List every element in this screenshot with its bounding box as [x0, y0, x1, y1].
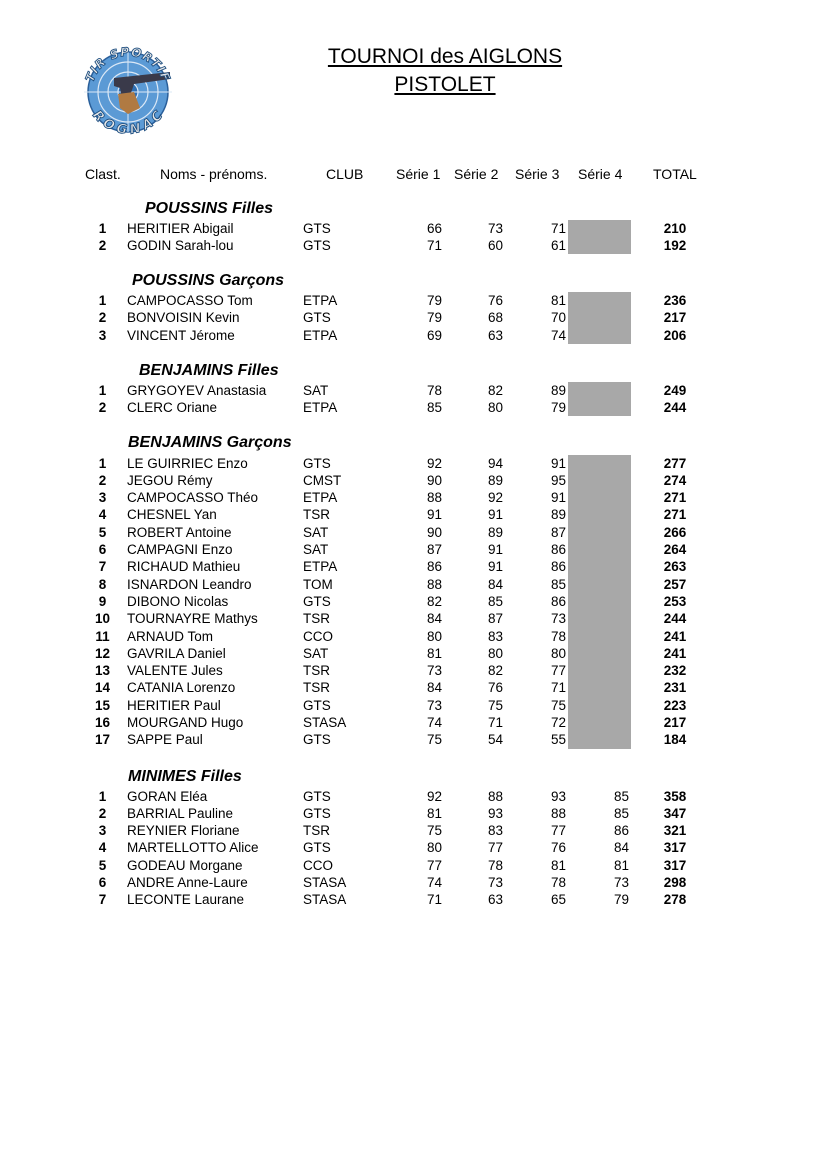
series-2-cell: 82 — [487, 382, 503, 398]
series-1-cell: 74 — [426, 715, 442, 730]
series-1-cell: 88 — [426, 576, 442, 592]
table-row — [0, 541, 826, 558]
series-4-cell: 85 — [613, 788, 629, 804]
rank-cell: 5 — [98, 857, 107, 873]
series-1-cell: 81 — [426, 645, 442, 661]
rank-cell: 2 — [98, 472, 107, 488]
series-2-cell: 82 — [487, 663, 503, 679]
table-row — [0, 628, 826, 645]
table-row — [0, 731, 826, 748]
series-3-cell: 75 — [550, 697, 566, 713]
series-3-cell: 91 — [550, 490, 566, 506]
total-cell: 217 — [663, 715, 687, 730]
name-cell: JEGOU Rémy — [127, 472, 213, 488]
club-cell: ETPA — [303, 559, 338, 575]
series-3-cell: 78 — [550, 628, 566, 644]
club-cell: SAT — [303, 524, 329, 540]
club-cell: ETPA — [303, 293, 338, 308]
club-cell: TSR — [303, 680, 330, 696]
series-3-cell: 73 — [550, 611, 566, 627]
series-1-cell: 75 — [426, 823, 442, 839]
rank-cell: 1 — [98, 293, 107, 308]
total-cell: 223 — [663, 697, 687, 713]
series-3-cell: 70 — [550, 310, 566, 326]
series-2-cell: 76 — [487, 680, 503, 696]
club-cell: TSR — [303, 823, 330, 839]
column-header-series-4: Série 4 — [578, 166, 623, 182]
name-cell: CAMPAGNI Enzo — [127, 542, 233, 557]
total-cell: 317 — [663, 840, 687, 856]
series-2-cell: 71 — [487, 715, 503, 730]
series-1-cell: 69 — [426, 327, 442, 343]
rank-cell: 13 — [94, 663, 111, 679]
name-cell: LECONTE Laurane — [127, 892, 245, 908]
series-1-cell: 82 — [426, 593, 442, 609]
table-row — [0, 788, 826, 805]
series-4-cell: 85 — [613, 805, 629, 821]
series-2-cell: 89 — [487, 472, 503, 488]
document-subtitle: PISTOLET — [394, 73, 496, 96]
total-cell: 253 — [663, 593, 687, 609]
club-cell: GTS — [303, 805, 331, 821]
club-cell: GTS — [303, 840, 331, 856]
series-1-cell: 86 — [426, 559, 442, 575]
club-cell: ETPA — [303, 399, 338, 415]
rank-cell: 3 — [98, 823, 107, 839]
series-2-cell: 60 — [487, 237, 503, 253]
series-3-cell: 79 — [550, 399, 566, 415]
club-cell: CMST — [303, 472, 342, 488]
series-1-cell: 80 — [426, 840, 442, 856]
total-cell: 217 — [663, 310, 687, 326]
name-cell: ISNARDON Leandro — [127, 576, 252, 592]
series-3-cell: 81 — [550, 293, 566, 308]
series-3-cell: 71 — [550, 220, 566, 236]
name-cell: DIBONO Nicolas — [127, 593, 229, 609]
table-row — [0, 576, 826, 593]
rank-cell: 8 — [98, 576, 107, 592]
rank-cell: 4 — [98, 840, 107, 856]
series-2-cell: 63 — [487, 327, 503, 343]
club-cell: ETPA — [303, 327, 338, 343]
series-1-cell: 78 — [426, 382, 442, 398]
name-cell: SAPPE Paul — [127, 732, 203, 748]
series-3-cell: 78 — [550, 875, 566, 890]
series-1-cell: 92 — [426, 455, 442, 471]
series-3-cell: 72 — [550, 715, 566, 730]
series-1-cell: 87 — [426, 542, 442, 557]
series-2-cell: 68 — [487, 310, 503, 326]
total-cell: 231 — [663, 680, 687, 696]
rank-cell: 7 — [98, 892, 107, 908]
series-2-cell: 73 — [487, 875, 503, 890]
series-3-cell: 80 — [550, 645, 566, 661]
logo-bottom-text: ROGNAC — [89, 107, 167, 138]
name-cell: ARNAUD Tom — [127, 628, 214, 644]
series-4-cell: 73 — [613, 875, 629, 890]
club-cell: SAT — [303, 542, 329, 557]
club-cell: CCO — [303, 628, 333, 644]
total-cell: 321 — [663, 823, 687, 839]
series-2-cell: 94 — [487, 455, 503, 471]
rank-cell: 11 — [95, 628, 110, 644]
rank-cell: 10 — [94, 611, 111, 627]
series-1-cell: 79 — [426, 310, 442, 326]
table-row — [0, 399, 826, 416]
rank-cell: 1 — [98, 788, 107, 804]
club-cell: GTS — [303, 788, 331, 804]
name-cell: VALENTE Jules — [127, 663, 223, 679]
total-cell: 266 — [663, 524, 687, 540]
series-1-cell: 73 — [426, 663, 442, 679]
rank-cell: 2 — [98, 237, 107, 253]
total-cell: 271 — [663, 507, 687, 523]
total-cell: 347 — [663, 805, 687, 821]
name-cell: MOURGAND Hugo — [127, 715, 244, 730]
series-1-cell: 91 — [426, 507, 442, 523]
series-3-cell: 89 — [550, 382, 566, 398]
table-row — [0, 874, 826, 891]
name-cell: HERITIER Paul — [127, 697, 221, 713]
category-heading: MINIMES Filles — [128, 768, 242, 785]
rank-cell: 4 — [98, 507, 107, 523]
column-header-series-2: Série 2 — [454, 166, 499, 182]
club-logo — [78, 42, 178, 142]
total-cell: 249 — [663, 382, 687, 398]
series-3-cell: 77 — [550, 823, 566, 839]
category-heading: BENJAMINS Garçons — [128, 434, 292, 451]
series-3-cell: 55 — [550, 732, 566, 748]
name-cell: CHESNEL Yan — [127, 507, 217, 523]
name-cell: CAMPOCASSO Théo — [127, 490, 259, 506]
series-3-cell: 76 — [550, 840, 566, 856]
series-1-cell: 90 — [426, 524, 442, 540]
series-1-cell: 88 — [426, 490, 442, 506]
series-2-cell: 89 — [487, 524, 503, 540]
total-cell: 241 — [663, 645, 687, 661]
category-heading: BENJAMINS Filles — [139, 362, 279, 379]
total-cell: 192 — [663, 237, 687, 253]
series-3-cell: 89 — [550, 507, 566, 523]
series-3-cell: 86 — [550, 593, 566, 609]
name-cell: MARTELLOTTO Alice — [127, 840, 259, 856]
total-cell: 277 — [663, 455, 687, 471]
rank-cell: 12 — [94, 645, 111, 661]
total-cell: 206 — [663, 327, 687, 343]
club-cell: TSR — [303, 611, 330, 627]
table-row — [0, 805, 826, 822]
club-cell: STASA — [303, 892, 347, 908]
series-3-cell: 81 — [550, 857, 566, 873]
rank-cell: 15 — [94, 697, 111, 713]
series-1-cell: 71 — [426, 892, 442, 908]
total-cell: 271 — [663, 490, 687, 506]
name-cell: VINCENT Jérome — [127, 327, 235, 343]
series-1-cell: 66 — [426, 220, 442, 236]
total-cell: 274 — [663, 472, 687, 488]
series-1-cell: 75 — [426, 732, 442, 748]
series-2-cell: 83 — [487, 823, 503, 839]
column-header-name: Noms - prénoms. — [160, 166, 268, 182]
rank-cell: 2 — [98, 399, 107, 415]
series-3-cell: 93 — [550, 788, 566, 804]
series-3-cell: 86 — [550, 559, 566, 575]
series-1-cell: 74 — [426, 875, 442, 890]
series-4-cell: 81 — [613, 857, 629, 873]
series-4-cell: 86 — [613, 823, 629, 839]
series-2-cell: 93 — [487, 805, 503, 821]
column-header-club: CLUB — [326, 166, 364, 182]
series-2-cell: 73 — [487, 220, 503, 236]
series-4-cell: 84 — [613, 840, 629, 856]
table-row — [0, 857, 826, 874]
logo-top-text: TIR SPORTIF — [82, 44, 174, 84]
total-cell: 317 — [663, 857, 687, 873]
name-cell: BARRIAL Pauline — [127, 805, 234, 821]
table-row — [0, 455, 826, 472]
club-cell: GTS — [303, 697, 331, 713]
document-title: TOURNOI des AIGLONS — [327, 45, 563, 68]
table-row — [0, 839, 826, 856]
series-3-cell: 86 — [550, 542, 566, 557]
series-2-cell: 80 — [487, 399, 503, 415]
table-row — [0, 645, 826, 662]
name-cell: CATANIA Lorenzo — [127, 680, 236, 696]
series-2-cell: 83 — [487, 628, 503, 644]
club-cell: SAT — [303, 645, 329, 661]
category-heading: POUSSINS Filles — [145, 200, 274, 217]
series-1-cell: 85 — [426, 399, 442, 415]
series-2-cell: 63 — [487, 892, 503, 908]
series-2-cell: 78 — [487, 857, 503, 873]
rank-cell: 1 — [98, 382, 107, 398]
name-cell: GORAN Eléa — [127, 788, 208, 804]
table-row — [0, 382, 826, 399]
club-cell: GTS — [303, 732, 331, 748]
rank-cell: 9 — [98, 593, 107, 609]
series-2-cell: 88 — [487, 788, 503, 804]
series-3-cell: 91 — [550, 455, 566, 471]
rank-cell: 16 — [94, 715, 111, 730]
series-2-cell: 92 — [487, 490, 503, 506]
series-1-cell: 81 — [426, 805, 442, 821]
series-2-cell: 91 — [487, 559, 503, 575]
club-cell: GTS — [303, 220, 331, 236]
club-cell: SAT — [303, 382, 329, 398]
total-cell: 298 — [663, 875, 687, 890]
series-2-cell: 75 — [487, 697, 503, 713]
club-cell: TSR — [303, 507, 330, 523]
series-1-cell: 71 — [426, 237, 442, 253]
series-2-cell: 91 — [487, 542, 503, 557]
table-row — [0, 237, 826, 254]
column-header-series-1: Série 1 — [396, 166, 441, 182]
table-row — [0, 822, 826, 839]
name-cell: ROBERT Antoine — [127, 524, 232, 540]
club-cell: GTS — [303, 310, 331, 326]
name-cell: BONVOISIN Kevin — [127, 310, 240, 326]
series-1-cell: 73 — [426, 697, 442, 713]
series-3-cell: 85 — [550, 576, 566, 592]
table-row — [0, 472, 826, 489]
name-cell: RICHAUD Mathieu — [127, 559, 241, 575]
name-cell: GODIN Sarah-lou — [127, 237, 234, 253]
table-row — [0, 506, 826, 523]
name-cell: ANDRE Anne-Laure — [127, 875, 248, 890]
total-cell: 210 — [663, 220, 687, 236]
series-3-cell: 71 — [550, 680, 566, 696]
rank-cell: 2 — [98, 310, 107, 326]
rank-cell: 3 — [98, 490, 107, 506]
series-3-cell: 77 — [550, 663, 566, 679]
total-cell: 264 — [663, 542, 687, 557]
total-cell: 236 — [663, 293, 687, 308]
rank-cell: 14 — [94, 680, 111, 696]
total-cell: 232 — [663, 663, 687, 679]
rank-cell: 1 — [98, 455, 107, 471]
club-cell: STASA — [303, 715, 347, 730]
total-cell: 257 — [663, 576, 687, 592]
club-cell: GTS — [303, 593, 331, 609]
series-2-cell: 87 — [487, 611, 503, 627]
name-cell: HERITIER Abigail — [127, 220, 234, 236]
series-4-cell: 79 — [613, 892, 629, 908]
category-heading: POUSSINS Garçons — [132, 272, 285, 289]
total-cell: 244 — [663, 611, 687, 627]
name-cell: LE GUIRRIEC Enzo — [127, 455, 248, 471]
rank-cell: 7 — [98, 559, 107, 575]
table-row — [0, 524, 826, 541]
series-3-cell: 95 — [550, 472, 566, 488]
series-2-cell: 85 — [487, 593, 503, 609]
club-cell: GTS — [303, 237, 331, 253]
table-row — [0, 714, 826, 731]
series-2-cell: 91 — [487, 507, 503, 523]
series-3-cell: 65 — [550, 892, 566, 908]
table-row — [0, 610, 826, 627]
series-2-cell: 76 — [487, 293, 503, 308]
club-cell: TSR — [303, 663, 330, 679]
table-row — [0, 891, 826, 908]
series-2-cell: 80 — [487, 645, 503, 661]
table-row — [0, 292, 826, 309]
total-cell: 241 — [663, 628, 687, 644]
rank-cell: 3 — [98, 327, 107, 343]
rank-cell: 17 — [94, 732, 111, 748]
series-1-cell: 84 — [426, 680, 442, 696]
series-2-cell: 84 — [487, 576, 503, 592]
table-row — [0, 662, 826, 679]
total-cell: 263 — [663, 559, 687, 575]
series-3-cell: 74 — [550, 327, 566, 343]
series-1-cell: 92 — [426, 788, 442, 804]
total-cell: 184 — [663, 732, 687, 748]
table-row — [0, 697, 826, 714]
club-cell: STASA — [303, 875, 347, 890]
series-3-cell: 87 — [550, 524, 566, 540]
total-cell: 358 — [663, 788, 687, 804]
series-1-cell: 84 — [426, 611, 442, 627]
name-cell: CAMPOCASSO Tom — [127, 293, 253, 308]
series-1-cell: 79 — [426, 293, 442, 308]
column-header-total: TOTAL — [653, 166, 697, 182]
column-header-series-3: Série 3 — [515, 166, 560, 182]
column-header-rank: Clast. — [85, 166, 121, 182]
series-3-cell: 61 — [550, 237, 566, 253]
rank-cell: 1 — [98, 220, 107, 236]
club-cell: GTS — [303, 455, 331, 471]
table-row — [0, 327, 826, 344]
rank-cell: 5 — [98, 524, 107, 540]
name-cell: GODEAU Morgane — [127, 857, 243, 873]
series-1-cell: 90 — [426, 472, 442, 488]
club-cell: CCO — [303, 857, 333, 873]
series-1-cell: 80 — [426, 628, 442, 644]
series-2-cell: 54 — [487, 732, 503, 748]
table-row — [0, 593, 826, 610]
name-cell: GRYGOYEV Anastasia — [127, 382, 267, 398]
total-cell: 278 — [663, 892, 687, 908]
rank-cell: 2 — [98, 805, 107, 821]
table-row — [0, 220, 826, 237]
table-row — [0, 489, 826, 506]
series-1-cell: 77 — [426, 857, 442, 873]
table-row — [0, 679, 826, 696]
club-cell: TOM — [303, 576, 333, 592]
club-cell: ETPA — [303, 490, 338, 506]
series-3-cell: 88 — [550, 805, 566, 821]
rank-cell: 6 — [98, 542, 107, 557]
total-cell: 244 — [663, 399, 687, 415]
table-row — [0, 309, 826, 326]
name-cell: CLERC Oriane — [127, 399, 218, 415]
name-cell: GAVRILA Daniel — [127, 645, 226, 661]
name-cell: REYNIER Floriane — [127, 823, 240, 839]
table-row — [0, 558, 826, 575]
name-cell: TOURNAYRE Mathys — [127, 611, 258, 627]
series-2-cell: 77 — [487, 840, 503, 856]
rank-cell: 6 — [98, 875, 107, 890]
